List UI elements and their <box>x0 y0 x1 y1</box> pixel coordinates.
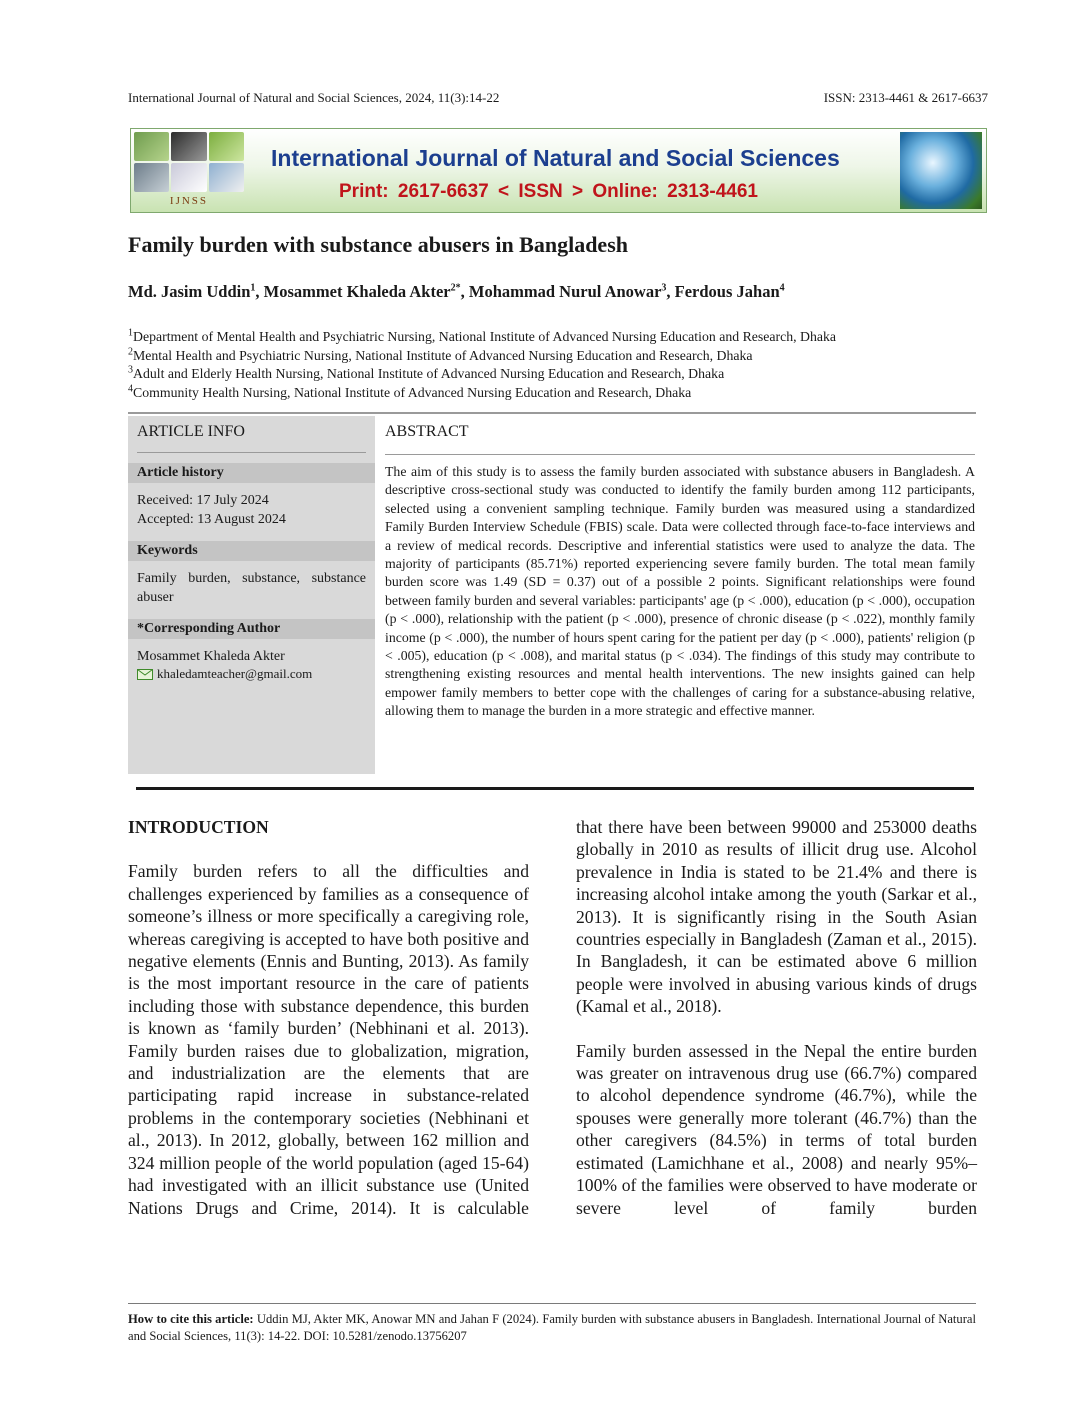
keywords: Family burden, substance, substance abuser <box>137 571 366 605</box>
affiliations <box>128 328 836 402</box>
author-name: Md. Jasim Uddin <box>128 282 251 301</box>
banner-image-mosaic <box>134 132 244 208</box>
affiliation: $^1$Department of Mental Health and Psychiatric Nursing, National Institute of Advanced Nursing Education and Research, Dhaka <box>128 327 837 344</box>
divider <box>128 412 976 414</box>
animal-image <box>171 132 206 161</box>
corresponding-author-heading: *Corresponding Author <box>128 619 375 639</box>
globe-image <box>900 132 982 209</box>
abstract-text: The aim of this study is to assess the family burden associated with substance abusers in Bangladesh. A descriptive cross-sectional study was conducted to identify the family burden among 112 participants, selected using a convenient sampling technique. Family burden was measured using a standardized Family Burden Interview Schedule (FBIS) scale. Data were collected through face-to-face interviews and a review of medical records. Descriptive and inferential statistics were used to analyze the data. The majority of participants (85.71%) reported experiencing severe family burden. The total mean family burden score was 1.49 (SD = 0.37) out of a possible 2 points. Significant relationships were found between family burden and several variables: participants' age (p < .000), education (p < .000), occupation (p < .000), relationship with the patient (p < .000), presence of chronic disease (p < .022), monthly family income (p < .000), the number of hours spent caring for the patient per day (p < .000), patients' religion (p < .005), education (p < .008), and marital status (p < .034). The findings of this study may contribute to strengthening existing resources and mental health interventions. The new insights gained can help empower family members to better cope with the challenges of caring for a substance-abusing relative, allowing them to manage the burden in a more strategic and effective manner. <box>385 464 975 719</box>
article-history-heading: Article history <box>128 463 375 483</box>
people-image <box>209 163 244 192</box>
author-name: Mohammad Nurul Anowar <box>468 282 662 301</box>
author-name: Ferdous Jahan <box>674 282 780 301</box>
author-mark: 4 <box>779 282 785 294</box>
keywords-heading: Keywords <box>128 541 375 561</box>
journal-abbreviation: IJNSS <box>169 195 209 207</box>
email-link[interactable]: khaledamteacher@gmail.com <box>157 666 313 681</box>
section-divider <box>136 787 974 790</box>
abstract-section <box>385 416 975 721</box>
molecule-image <box>171 163 206 192</box>
body-paragraph: Family burden assessed in the Nepal the entire burden was greater on intravenous drug use (66.7%) compared to alcohol dependence syndrome (46.7%), while the spouses were generally more tolerant (46.7%) than the other caregivers (84.5%) in terms of total burden estimated (Lamichhane et al., 2008) and nearly 95%–100% of the families were observed to have moderate or severe level of family burden <box>576 1040 977 1218</box>
leaf-image <box>209 132 244 161</box>
divider <box>137 452 366 453</box>
author-list: Md. Jasim Uddin$^1$, Mosammet Khaleda Akter$^{2*}$, Mohammad Nurul Anowar$^3$, Ferdous Jahan$^4$ <box>128 282 785 301</box>
author-mark: 3 <box>661 282 667 294</box>
affiliation: $^3$Adult and Elderly Health Nursing, National Institute of Advanced Nursing Education and Research, Dhaka <box>128 364 725 381</box>
banner-issn: Print: 2617-6637 < ISSN > Online: 2313-4461 <box>339 181 758 202</box>
section-heading: INTRODUCTION <box>128 817 269 837</box>
accepted-date: Accepted: 13 August 2024 <box>137 512 286 527</box>
fish-image <box>134 163 169 192</box>
affiliation: $^2$Mental Health and Psychiatric Nursing, National Institute of Advanced Nursing Education and Research, Dhaka <box>128 345 753 363</box>
author-name: Mosammet Khaleda Akter <box>263 282 451 301</box>
issn-header: ISSN: 2313-4461 & 2617-6637 <box>823 90 988 105</box>
citation <box>128 1311 976 1345</box>
body-column-left <box>128 816 529 1241</box>
affiliation: $^4$Community Health Nursing, National Institute of Advanced Nursing Education and Research, Dhaka <box>128 382 692 400</box>
article-info-heading: ARTICLE INFO <box>137 423 245 440</box>
divider <box>385 454 975 455</box>
citation-label: How to cite this article: <box>128 1312 254 1326</box>
plant-image <box>134 132 169 161</box>
envelope-icon <box>137 669 153 680</box>
journal-banner <box>130 128 987 213</box>
banner-title: International Journal of Natural and Social Sciences <box>271 145 840 171</box>
body-paragraph: Family burden refers to all the difficulties and challenges experienced by families as a consequence of someone’s illness or more specifically a caregiving role, whereas caregiving is accepted to have both positive and negative elements (Ennis and Bunting, 2013). As family is the most important resource in the care of patients including those with substance dependence, this burden is known as ‘family burden’ (Nebhinani et al. 2013). Family burden raises due to globalization, migration, and industrialization are the elements that are participating rapid increase in substance-related problems in the contemporary societies (Nebhinani et al., 2013). In 2012, globally, between 162 million and 324 million people of the world population (aged 15-64) had investigated with an illicit substance use (United Nations Drugs and Crime, 2014). It is calculable <box>128 861 529 1218</box>
corresponding-author-name: Mosammet Khaleda Akter <box>137 649 285 664</box>
footer-divider <box>128 1303 976 1304</box>
received-date: Received: 17 July 2024 <box>137 493 269 508</box>
author-mark: 1 <box>250 282 256 294</box>
email-row <box>137 666 366 682</box>
body-paragraph: that there have been between 99000 and 253000 deaths globally in 2010 as results of illicit drug use. Alcohol prevalence in India is stated to be 21.4% and there is increasing alcohol intake among the youth (Sarkar et al., 2013). It is significantly rising in the South Asian countries especially in Bangladesh (Zaman et al., 2015). In Bangladesh, it can be estimated above 6 million people were involved in abusing various kinds of drugs (Kamal et al., 2018). <box>576 817 977 1017</box>
abstract-heading: ABSTRACT <box>385 423 469 440</box>
body-column-right <box>576 816 977 1241</box>
article-info-panel <box>128 416 375 774</box>
journal-reference: International Journal of Natural and Social Sciences, 2024, 11(3):14-22 <box>128 90 500 105</box>
citation-text: Uddin MJ, Akter MK, Anowar MN and Jahan F (2024). Family burden with substance abusers in Bangladesh. International Journal of Natural and Social Sciences, 11(3): 14-22. DOI: 10.5281/zenodo.13756207 <box>128 1312 976 1343</box>
paper-title: Family burden with substance abusers in Bangladesh <box>128 232 628 257</box>
author-mark: 2* <box>450 282 461 294</box>
